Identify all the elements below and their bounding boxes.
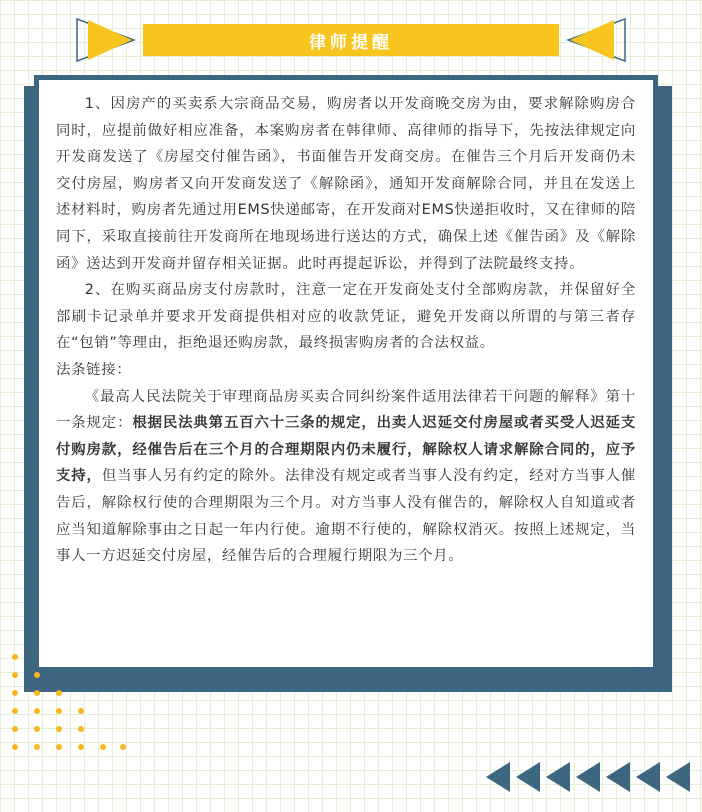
header-banner [143, 24, 559, 56]
decorative-dots [0, 640, 140, 770]
law-rest-text: 但当事人另有约定的除外。法律没有规定或者当事人没有约定，经对方当事人催告后，解除权行使的合理期限为三个月。对方当事人没有催告的，解除权人自知道或者应当知道解除事由之日起一年内行使。逾期不行使的，解除权消灭。按照上述规定，当事人一方迟延交付房屋，经催告后的合理履行期限为三个月。 [56, 468, 636, 565]
paragraph-2: 2、在购买商品房支付房款时，注意一定在开发商处支付全部购房款，并保留好全部刷卡记录单并要求开发商提供相对应的收款凭证，避免开发商以所谓的与第三者存在“包销”等理由，拒绝退还购房款，最终损害购房者的合法权益。 [56, 282, 636, 352]
right-triangle-icon [566, 18, 626, 62]
law-paragraph [56, 384, 636, 570]
header-title: 律师提醒 [309, 32, 393, 53]
law-heading: 法条链接： [56, 361, 132, 378]
content-panel [34, 75, 658, 672]
article-body [56, 91, 636, 570]
paragraph-1: 1、因房产的买卖系大宗商品交易，购房者以开发商晚交房为由，要求解除购房合同时，应提前做好相应准备，本案购房者在韩律师、高律师的指导下，先按法律规定向开发商发送了《房屋交付催告函》，书面催告开发商交房。在催告三个月后开发商仍未交付房屋，购房者又向开发商发送了《解除函》，通知开发商解除合同，并且在发送上述材料时，购房者先通过用EMS快递邮寄，在开发商对EMS快递拒收时，又在律师的陪同下，采取直接前往开发商所在地现场进行送达的方式，确保上述《催告函》及《解除函》送达到开发商并留存相关证据。此时再提起诉讼，并得到了法院最终支持。 [56, 96, 636, 272]
left-chevrons-icon [484, 760, 694, 794]
law-intro: 《最高人民法院关于审理商品房买卖合同纠纷案件适用法律若干问题的解释》第十一条规定： [56, 388, 636, 432]
left-triangle-icon [76, 18, 136, 62]
law-bold-text: 根据民法典第五百六十三条的规定，出卖人迟延交付房屋或者买受人迟延支付购房款，经催告后在三个月的合理期限内仍未履行，解除权人请求解除合同的，应予支持， [56, 415, 636, 485]
